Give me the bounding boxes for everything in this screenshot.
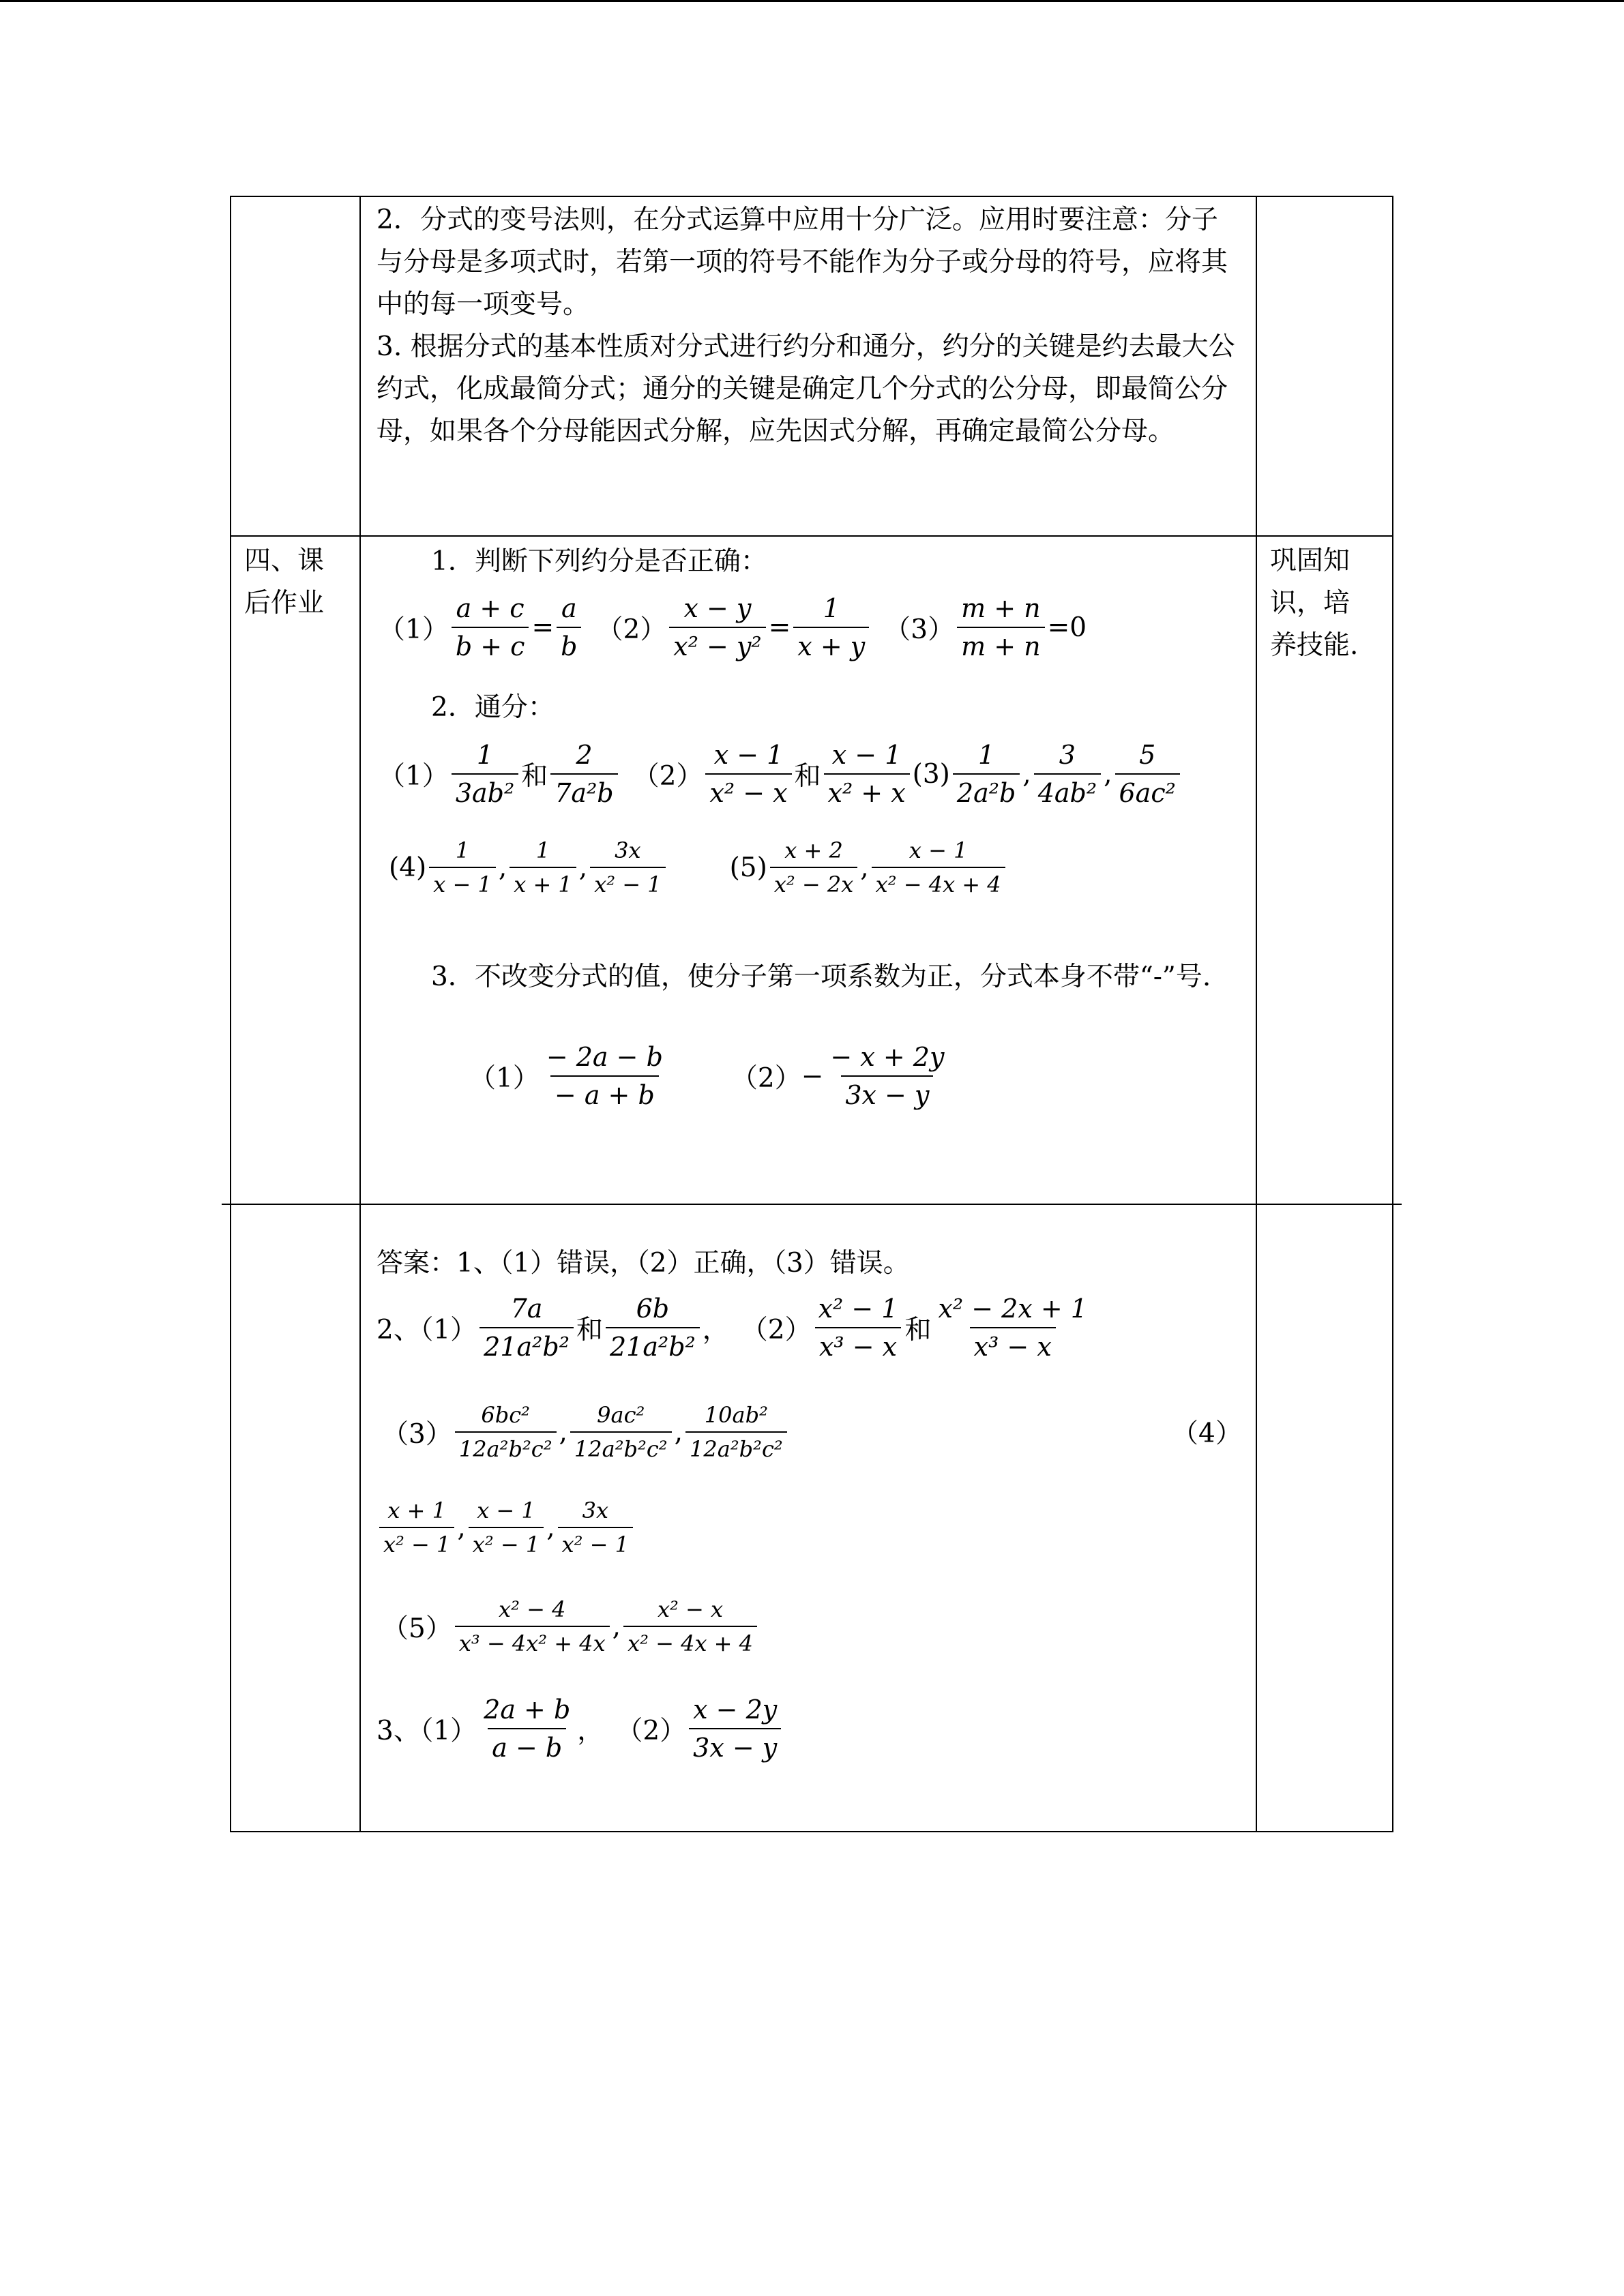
denominator: x² − y² bbox=[669, 627, 765, 662]
answer-2-4-fraction-c bbox=[558, 1497, 633, 1558]
denominator: 6ac² bbox=[1115, 773, 1180, 809]
q2-row-1: （1） $\frac{1}{\text{3ab²}}$ 和 $\frac{2}{\text{7a²b}}$ （2） $\frac{x - 1}{\text{x² − x}}$ 和 $\frac{x - 1}{\text{x² + x}}$ (3) $\frac{1}{\text{2a²b}}$ , $\frac{3}{\text{4ab²}}$ , $\frac{5}{\text{6ac²}}$ bbox=[379, 733, 1183, 815]
numerator: x − 1 bbox=[831, 740, 902, 770]
denominator: b bbox=[557, 627, 581, 662]
numerator: x² − x bbox=[658, 1596, 724, 1622]
answer-3-fraction-2 bbox=[689, 1694, 781, 1763]
table-row-divider-wide bbox=[222, 1204, 1402, 1205]
q2-2-fraction-b bbox=[824, 739, 910, 809]
denominator: 3ab² bbox=[452, 773, 518, 809]
q2-5-fraction-a bbox=[770, 837, 857, 898]
numerator: 1 bbox=[476, 740, 494, 770]
q1-result-1 bbox=[557, 593, 581, 662]
section-label: 四、课后作业 bbox=[244, 546, 325, 618]
answer-2-3-fraction-b bbox=[570, 1401, 672, 1463]
q2-title: 2．通分： bbox=[431, 692, 555, 723]
q1-result-2 bbox=[793, 593, 869, 662]
equals-sign: = bbox=[768, 612, 791, 643]
q2-4-fraction-c bbox=[590, 837, 665, 898]
denominator: x + 1 bbox=[510, 867, 576, 898]
denominator: x³ − 4x² + 4x bbox=[455, 1626, 610, 1657]
answer-3-label-2: （2） bbox=[616, 1716, 687, 1746]
numerator: 2a + b bbox=[484, 1695, 571, 1725]
table-border-bottom bbox=[230, 1831, 1393, 1832]
conjunction: 和 bbox=[521, 761, 548, 792]
summary-point-3: 3. 根据分式的基本性质对分式进行约分和通分，约分的关键是约去最大公约式，化成最简分式；通分的关键是确定几个分式的公分母，即最简公分母，如果各个分母能因式分解，应先因式分解，再确定最简公分母。 bbox=[377, 331, 1235, 447]
numerator: 1 bbox=[823, 593, 840, 623]
q1-label-2: （2） bbox=[596, 614, 667, 645]
q3-fraction-2 bbox=[826, 1041, 948, 1111]
denominator: 21a²b² bbox=[606, 1327, 700, 1362]
answer-2-2-fraction-b bbox=[934, 1293, 1091, 1362]
q3-row bbox=[469, 1035, 951, 1117]
numerator: − x + 2y bbox=[830, 1042, 945, 1072]
denominator: 3x − y bbox=[689, 1728, 781, 1763]
summary-point-2: 2．分式的变号法则，在分式运算中应用十分广泛。应用时要注意：分子与分母是多项式时，若第一项的符号不能作为分子或分母的符号，应将其中的每一项变号。 bbox=[377, 205, 1228, 320]
answer-2-5-fraction-a bbox=[455, 1596, 610, 1657]
q3-fraction-1 bbox=[542, 1041, 667, 1111]
numerator: x − 1 bbox=[713, 740, 784, 770]
answer-2-row-1 bbox=[377, 1287, 1094, 1369]
answer-2-row-4: （5） $\frac{\text{x² − 4}}{\text{x³ − 4x² + 4x}}$ , $\frac{\text{x² − x}}{\text{x² − 4x + 4}}$ bbox=[382, 1585, 760, 1667]
minus-sign: − bbox=[801, 1060, 824, 1092]
answer-2-4-fraction-a bbox=[379, 1497, 454, 1558]
denominator: 12a²b²c² bbox=[685, 1431, 787, 1463]
numerator: 9ac² bbox=[597, 1402, 645, 1428]
denominator: 4ab² bbox=[1034, 773, 1101, 809]
table-border-col1 bbox=[359, 196, 361, 1832]
numerator: x² − 1 bbox=[818, 1294, 898, 1324]
answer-2-4-fraction-b bbox=[469, 1497, 544, 1558]
numerator: 1 bbox=[535, 837, 550, 863]
denominator: x² − 1 bbox=[379, 1527, 454, 1558]
q2-3-fraction-a bbox=[953, 739, 1020, 809]
denominator: x³ − x bbox=[815, 1327, 901, 1362]
table-border-right bbox=[1392, 196, 1393, 1832]
denominator: 3x − y bbox=[841, 1075, 933, 1111]
numerator: x − 2y bbox=[693, 1695, 778, 1725]
q1-title: 1．判断下列约分是否正确： bbox=[431, 546, 767, 577]
q1-fraction-1 bbox=[452, 593, 529, 662]
conjunction: 和 bbox=[794, 761, 821, 792]
numerator: 3 bbox=[1059, 740, 1076, 770]
denominator: − a + b bbox=[550, 1075, 659, 1111]
numerator: 3x bbox=[582, 1497, 608, 1523]
denominator: 2a²b bbox=[953, 773, 1020, 809]
q2-label-1: （1） bbox=[379, 761, 449, 792]
q2-4-fraction-a bbox=[429, 837, 496, 898]
answer-2-1-fraction-a bbox=[479, 1293, 574, 1362]
q2-3-fraction-b bbox=[1034, 739, 1101, 809]
numerator: 7a bbox=[510, 1294, 543, 1324]
denominator: x³ − x bbox=[970, 1327, 1056, 1362]
denominator: 21a²b² bbox=[479, 1327, 574, 1362]
q2-1-fraction-b bbox=[550, 739, 617, 809]
q2-row-2: (4) $\frac{1}{x - 1}$ , $\frac{1}{x + 1}$ , $\frac{3x}{\text{x² − 1}}$ (5) $\frac{x + 2}{\text{x² − 2x}}$ , $\frac{x - 1}{\text{x² − 4x + 4}}$ bbox=[389, 826, 1008, 908]
answer-3-row bbox=[377, 1684, 784, 1773]
denominator: a − b bbox=[488, 1728, 566, 1763]
answer-line-1: 答案：1、（1）错误，（2）正确，（3）错误。 bbox=[377, 1248, 910, 1279]
numerator: 2 bbox=[576, 740, 593, 770]
denominator: x² − 4x + 4 bbox=[872, 867, 1005, 898]
answer-2-label-5: （5） bbox=[382, 1613, 452, 1644]
denominator: x² − 1 bbox=[469, 1527, 544, 1558]
denominator: x² − x bbox=[705, 773, 791, 809]
table-border-left bbox=[230, 196, 231, 1832]
numerator: a + c bbox=[456, 593, 525, 623]
q2-label-3: (3) bbox=[912, 758, 950, 790]
denominator: m + n bbox=[957, 627, 1045, 662]
answer-2-1-fraction-b bbox=[606, 1293, 700, 1362]
numerator: 5 bbox=[1139, 740, 1156, 770]
q2-label-2: （2） bbox=[632, 761, 703, 792]
answer-2-3-fraction-a bbox=[455, 1401, 557, 1463]
separator: ， bbox=[702, 1315, 729, 1345]
q1-label-1: （1） bbox=[379, 614, 449, 645]
denominator: x² + x bbox=[824, 773, 910, 809]
answer-2-label-2: （2） bbox=[741, 1315, 812, 1345]
numerator: 10ab² bbox=[704, 1402, 768, 1428]
conjunction: 和 bbox=[904, 1315, 932, 1345]
table-border-top bbox=[230, 196, 1393, 197]
equals-sign: = bbox=[531, 612, 555, 643]
numerator: 1 bbox=[978, 740, 995, 770]
numerator: 6bc² bbox=[481, 1402, 530, 1428]
numerator: x² − 4 bbox=[499, 1596, 566, 1622]
page-top-rule bbox=[0, 0, 1624, 2]
numerator: 3x bbox=[615, 837, 641, 863]
numerator: a bbox=[561, 593, 577, 623]
denominator: 12a²b²c² bbox=[455, 1431, 557, 1463]
numerator: x² − 2x + 1 bbox=[938, 1294, 1087, 1324]
answer-2-5-fraction-b bbox=[623, 1596, 757, 1657]
numerator: x − 1 bbox=[909, 837, 968, 863]
q3-label-2: （2） bbox=[730, 1063, 801, 1094]
answer-3-label: 3、（1） bbox=[377, 1716, 477, 1746]
q1-fraction-3 bbox=[957, 593, 1045, 662]
q2-5-fraction-b bbox=[872, 837, 1005, 898]
table-row-divider bbox=[230, 535, 1393, 537]
q2-label-5: (5) bbox=[729, 852, 767, 883]
q1-result-3: =0 bbox=[1047, 612, 1087, 643]
q2-2-fraction-a bbox=[705, 739, 791, 809]
answer-2-3-fraction-c bbox=[685, 1401, 787, 1463]
answer-2-label-4: （4） bbox=[1172, 1418, 1242, 1449]
answer-2-label: 2、（1） bbox=[377, 1315, 477, 1345]
separator: ， bbox=[577, 1716, 604, 1746]
denominator: x² − 2x bbox=[770, 867, 857, 898]
q3-title: 3．不改变分式的值，使分子第一项系数为正，分式本身不带“-”号. bbox=[431, 961, 1211, 992]
q2-1-fraction-a bbox=[452, 739, 518, 809]
answer-2-label-3: （3） bbox=[382, 1419, 452, 1450]
answer-2-row-3: $\frac{x + 1}{\text{x² − 1}}$ , $\frac{x - 1}{\text{x² − 1}}$ , $\frac{3x}{\text{x² − 1}}$ bbox=[377, 1487, 636, 1568]
numerator: 1 bbox=[455, 837, 470, 863]
q2-label-4: (4) bbox=[389, 852, 427, 883]
answer-2-row-2: （3） $\frac{\text{6bc²}}{\text{12a²b²c²}}$ , $\frac{\text{9ac²}}{\text{12a²b²c²}}$ , $\frac{\text{10ab²}}{\text{12a²b²c²}}$ bbox=[382, 1391, 790, 1473]
q3-label-1: （1） bbox=[469, 1063, 540, 1094]
answer-2-2-fraction-a bbox=[814, 1293, 902, 1362]
q1-row bbox=[379, 586, 1087, 668]
denominator: x² − 1 bbox=[558, 1527, 633, 1558]
denominator: x − 1 bbox=[429, 867, 496, 898]
denominator: b + c bbox=[452, 627, 529, 662]
conjunction: 和 bbox=[576, 1315, 603, 1345]
denominator: x² − 1 bbox=[590, 867, 665, 898]
teaching-note: 巩固知识，培养技能. bbox=[1270, 546, 1359, 661]
denominator: 7a²b bbox=[550, 773, 617, 809]
numerator: x + 1 bbox=[387, 1497, 446, 1523]
denominator: x² − 4x + 4 bbox=[623, 1626, 757, 1657]
q2-3-fraction-c bbox=[1115, 739, 1180, 809]
denominator: 12a²b²c² bbox=[570, 1431, 672, 1463]
numerator: m + n bbox=[961, 593, 1041, 623]
answer-3-fraction-1 bbox=[479, 1694, 574, 1763]
numerator: x − 1 bbox=[477, 1497, 535, 1523]
table-border-col2 bbox=[1256, 196, 1257, 1832]
denominator: x + y bbox=[793, 627, 869, 662]
numerator: − 2a − b bbox=[546, 1042, 663, 1072]
q1-label-3: （3） bbox=[884, 614, 955, 645]
q1-fraction-2 bbox=[669, 593, 765, 662]
q2-4-fraction-b bbox=[510, 837, 576, 898]
numerator: x − y bbox=[683, 593, 752, 623]
numerator: 6b bbox=[636, 1294, 670, 1324]
numerator: x + 2 bbox=[784, 837, 843, 863]
